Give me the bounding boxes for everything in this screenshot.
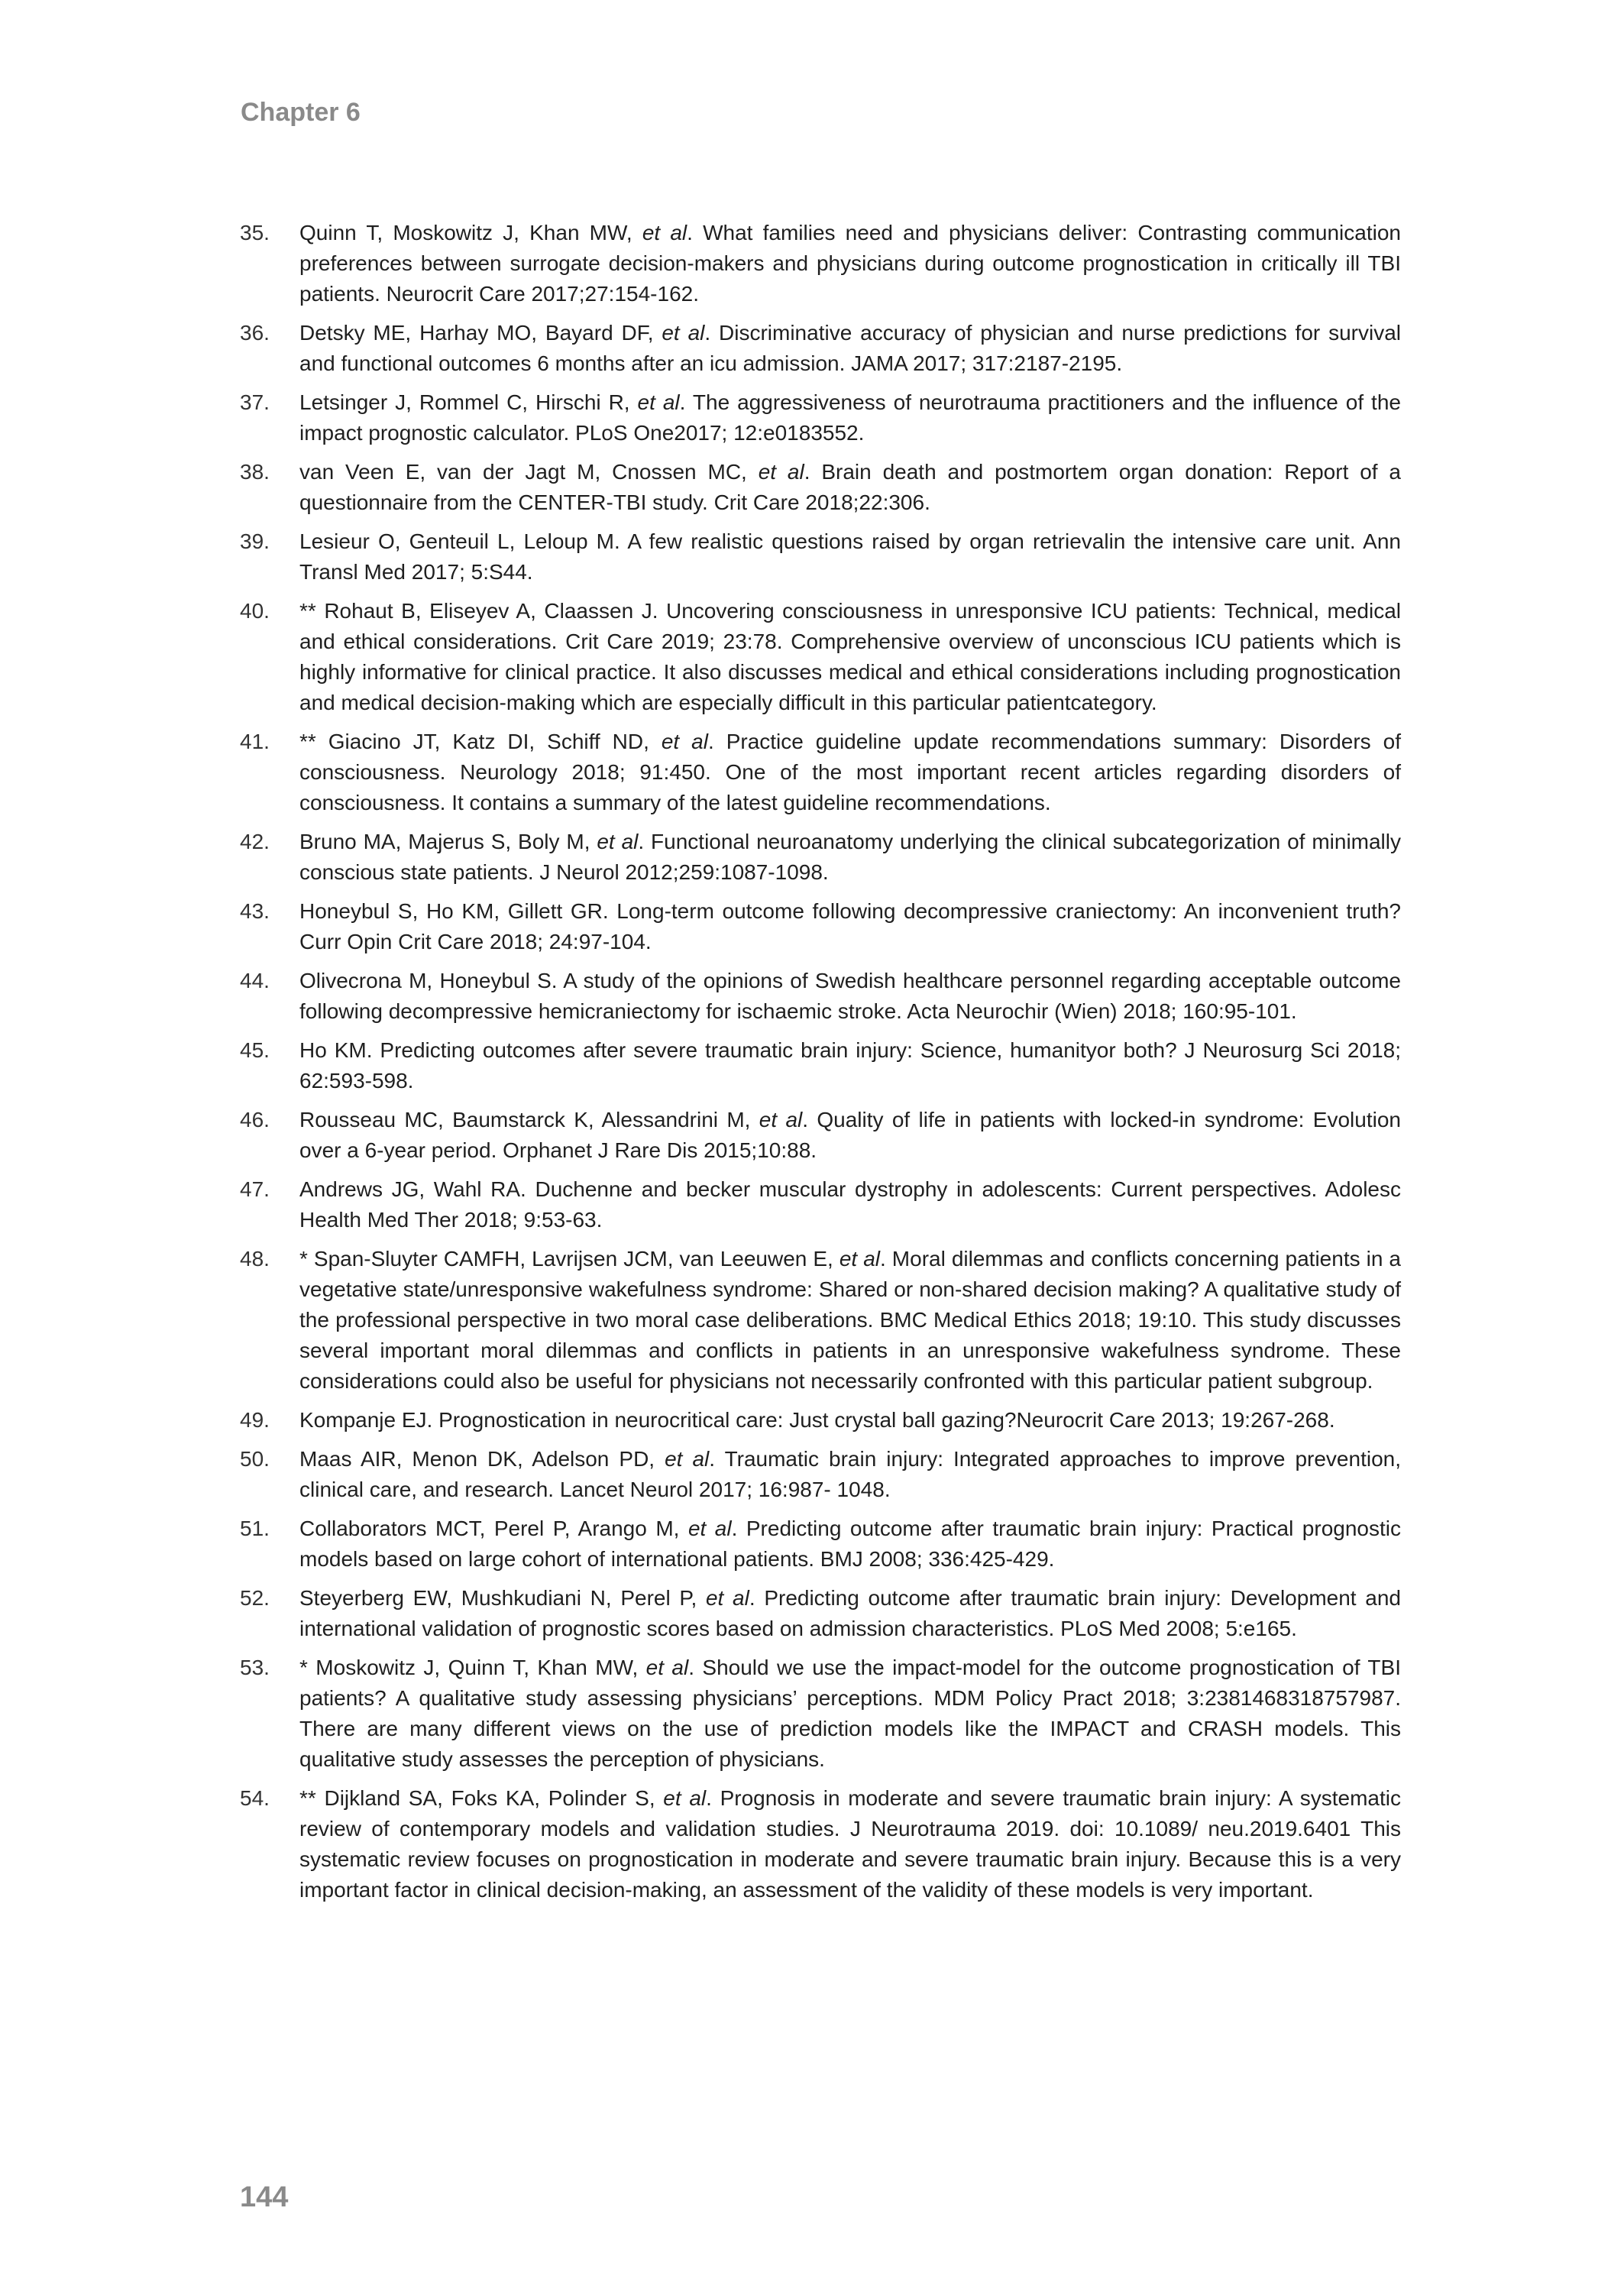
reference-et-al: et al <box>665 1447 710 1471</box>
page-number: 144 <box>240 2181 289 2213</box>
reference-number: 40. <box>240 599 270 623</box>
reference-et-al: et al <box>687 1517 732 1540</box>
reference-text <box>299 896 1401 957</box>
reference-number: 54. <box>240 1786 270 1810</box>
reference-number: 35. <box>240 221 270 244</box>
reference-number: 53. <box>240 1656 270 1679</box>
reference-item <box>240 318 1401 379</box>
reference-et-al: et al <box>662 321 705 345</box>
reference-text <box>299 1583 1401 1644</box>
chapter-header: Chapter 6 <box>241 98 361 127</box>
reference-et-al: et al <box>661 730 708 753</box>
reference-text-main: Detsky ME, Harhay MO, Bayard DF, <box>299 321 662 345</box>
reference-text-main: * Moskowitz J, Quinn T, Khan MW, <box>299 1656 646 1679</box>
reference-item <box>240 1513 1401 1575</box>
reference-text-main: Andrews JG, Wahl RA. Duchenne and becker muscular dystrophy in adolescents: Current perspectives. Adolesc Health Med Ther 2018; 9:53-63. <box>299 1177 1401 1232</box>
reference-et-al: et al <box>642 221 687 244</box>
reference-text <box>299 1105 1401 1166</box>
reference-item <box>240 218 1401 309</box>
reference-text <box>299 526 1401 588</box>
reference-number: 44. <box>240 969 270 992</box>
reference-text <box>299 318 1401 379</box>
reference-text-rest: . Traumatic brain injury: Integrated approaches to improve prevention, clinical care, and research. Lancet Neurol 2017; 16:987- 1048. <box>299 1447 1401 1501</box>
reference-number: 50. <box>240 1447 270 1471</box>
reference-text-main: ** Rohaut B, Eliseyev A, Claassen J. Uncovering consciousness in unresponsive ICU patients: Technical, medical and ethical considerations. Crit Care 2019; 23:78. Comprehensive overview of unconscious ICU patients which is highly informative for clinical practice. It also discusses medical and ethical considerations including prognostication and medical decision-making which are especially difficult in this particular patientcategory. <box>299 599 1401 714</box>
reference-item <box>240 966 1401 1027</box>
reference-et-al: et al <box>597 830 639 853</box>
reference-number: 36. <box>240 321 270 345</box>
reference-text-main: Lesieur O, Genteuil L, Leloup M. A few realistic questions raised by organ retrievalin the intensive care unit. Ann Transl Med 2017; 5:S44. <box>299 529 1401 584</box>
reference-text-main: Letsinger J, Rommel C, Hirschi R, <box>299 390 638 414</box>
reference-number: 51. <box>240 1517 270 1540</box>
reference-text-rest: . Functional neuroanatomy underlying the clinical subcategorization of minimally conscious state patients. J Neurol 2012;259:1087-1098. <box>299 830 1401 884</box>
reference-text <box>299 1244 1401 1397</box>
reference-item <box>240 387 1401 448</box>
reference-item <box>240 526 1401 588</box>
reference-text-rest: . What families need and physicians deliver: Contrasting communication preferences between surrogate decision-makers and physicians during outcome prognostication in critically ill TBI patients. Neurocrit Care 2017;27:154-162. <box>299 221 1401 306</box>
reference-text-rest: . Predicting outcome after traumatic brain injury: Development and international validation of prognostic scores based on admission characteristics. PLoS Med 2008; 5:e165. <box>299 1586 1401 1640</box>
reference-item <box>240 727 1401 818</box>
reference-text-main: Olivecrona M, Honeybul S. A study of the opinions of Swedish healthcare personnel regarding acceptable outcome following decompressive hemicraniectomy for ischaemic stroke. Acta Neurochir (Wien) 2018; 160:95-101. <box>299 969 1401 1023</box>
reference-et-al: et al <box>839 1247 881 1271</box>
reference-text-rest: . Brain death and postmortem organ donation: Report of a questionnaire from the CENTER-TBI study. Crit Care 2018;22:306. <box>299 460 1401 514</box>
reference-text <box>299 827 1401 888</box>
reference-number: 49. <box>240 1408 270 1432</box>
reference-text-main: Maas AIR, Menon DK, Adelson PD, <box>299 1447 665 1471</box>
reference-text-main: Ho KM. Predicting outcomes after severe traumatic brain injury: Science, humanityor both? J Neurosurg Sci 2018; 62:593-598. <box>299 1038 1401 1093</box>
reference-et-al: et al <box>759 1108 803 1131</box>
reference-text-main: Steyerberg EW, Mushkudiani N, Perel P, <box>299 1586 706 1610</box>
reference-text-rest: . Practice guideline update recommendations summary: Disorders of consciousness. Neurology 2018; 91:450. One of the most important recent articles regarding disorders of consciousness. It contains a summary of the latest guideline recommendations. <box>299 730 1401 814</box>
reference-text-main: Bruno MA, Majerus S, Boly M, <box>299 830 597 853</box>
reference-text-main: van Veen E, van der Jagt M, Cnossen MC, <box>299 460 759 484</box>
reference-number: 48. <box>240 1247 270 1271</box>
reference-text-rest: . Prognosis in moderate and severe traumatic brain injury: A systematic review of contemporary models and validation studies. J Neurotrauma 2019. doi: 10.1089/ neu.2019.6401 This systematic review focuses on prognostication in moderate and severe traumatic brain injury. Because this is a very important factor in clinical decision-making, an assessment of the validity of these models is very important. <box>299 1786 1401 1902</box>
reference-item <box>240 1783 1401 1905</box>
reference-text <box>299 596 1401 718</box>
reference-et-al: et al <box>705 1586 749 1610</box>
reference-text-main: * Span-Sluyter CAMFH, Lavrijsen JCM, van Leeuwen E, <box>299 1247 839 1271</box>
reference-text <box>299 218 1401 309</box>
reference-text-rest: . Should we use the impact-model for the outcome prognostication of TBI patients? A qualitative study assessing physicians’ perceptions. MDM Policy Pract 2018; 3:2381468318757987. There are many different views on the use of prediction models like the IMPACT and CRASH models. This qualitative study assesses the perception of physicians. <box>299 1656 1401 1771</box>
reference-list <box>240 218 1401 1914</box>
reference-number: 45. <box>240 1038 270 1062</box>
reference-text-main: Honeybul S, Ho KM, Gillett GR. Long-term outcome following decompressive craniectomy: An inconvenient truth? Curr Opin Crit Care 2018; 24:97-104. <box>299 899 1401 953</box>
reference-text <box>299 1444 1401 1505</box>
reference-number: 52. <box>240 1586 270 1610</box>
reference-item <box>240 596 1401 718</box>
reference-number: 43. <box>240 899 270 923</box>
reference-number: 47. <box>240 1177 270 1201</box>
reference-text-rest: . Moral dilemmas and conflicts concerning patients in a vegetative state/unresponsive wakefulness syndrome: Shared or non-shared decision making? A qualitative study of the professional perspective in two moral case deliberations. BMC Medical Ethics 2018; 19:10. This study discusses several important moral dilemmas and conflicts in patients in an unresponsive wakefulness syndrome. These considerations could also be useful for physicians not necessarily confronted with this particular patient subgroup. <box>299 1247 1402 1393</box>
reference-text <box>299 1035 1401 1096</box>
reference-et-al: et al <box>645 1656 689 1679</box>
reference-text-rest: . Quality of life in patients with locked-in syndrome: Evolution over a 6-year period. Orphanet J Rare Dis 2015;10:88. <box>299 1108 1401 1162</box>
reference-text <box>299 1783 1401 1905</box>
reference-text <box>299 457 1401 518</box>
reference-text-main: ** Dijkland SA, Foks KA, Polinder S, <box>299 1786 664 1810</box>
reference-text <box>299 966 1401 1027</box>
reference-item <box>240 1174 1401 1235</box>
reference-text <box>299 1653 1401 1775</box>
reference-et-al: et al <box>637 390 680 414</box>
reference-et-al: et al <box>663 1786 707 1810</box>
reference-et-al: et al <box>758 460 804 484</box>
reference-text-rest: . Discriminative accuracy of physician and nurse predictions for survival and functional outcomes 6 months after an icu admission. JAMA 2017; 317:2187-2195. <box>299 321 1401 375</box>
reference-item <box>240 1105 1401 1166</box>
reference-number: 46. <box>240 1108 270 1131</box>
reference-item <box>240 1444 1401 1505</box>
reference-text <box>299 1513 1401 1575</box>
reference-item <box>240 1405 1401 1436</box>
reference-item <box>240 1653 1401 1775</box>
reference-number: 37. <box>240 390 270 414</box>
reference-text <box>299 1174 1401 1235</box>
reference-text-main: Quinn T, Moskowitz J, Khan MW, <box>299 221 642 244</box>
reference-text <box>299 727 1401 818</box>
reference-item <box>240 1583 1401 1644</box>
reference-number: 42. <box>240 830 270 853</box>
reference-item <box>240 1244 1401 1397</box>
reference-text-rest: . Predicting outcome after traumatic brain injury: Practical prognostic models based on large cohort of international patients. BMJ 2008; 336:425-429. <box>299 1517 1401 1571</box>
reference-text-main: Rousseau MC, Baumstarck K, Alessandrini M, <box>299 1108 759 1131</box>
reference-text-rest: . The aggressiveness of neurotrauma practitioners and the influence of the impact prognostic calculator. PLoS One2017; 12:e0183552. <box>299 390 1401 445</box>
reference-item <box>240 896 1401 957</box>
reference-item <box>240 457 1401 518</box>
reference-number: 41. <box>240 730 270 753</box>
reference-text-main: Collaborators MCT, Perel P, Arango M, <box>299 1517 688 1540</box>
reference-item <box>240 1035 1401 1096</box>
reference-item <box>240 827 1401 888</box>
reference-number: 38. <box>240 460 270 484</box>
reference-text <box>299 387 1401 448</box>
reference-text-main: Kompanje EJ. Prognostication in neurocritical care: Just crystal ball gazing?Neurocrit Care 2013; 19:267-268. <box>299 1408 1335 1432</box>
reference-text <box>299 1405 1401 1436</box>
reference-number: 39. <box>240 529 270 553</box>
reference-text-main: ** Giacino JT, Katz DI, Schiff ND, <box>299 730 662 753</box>
